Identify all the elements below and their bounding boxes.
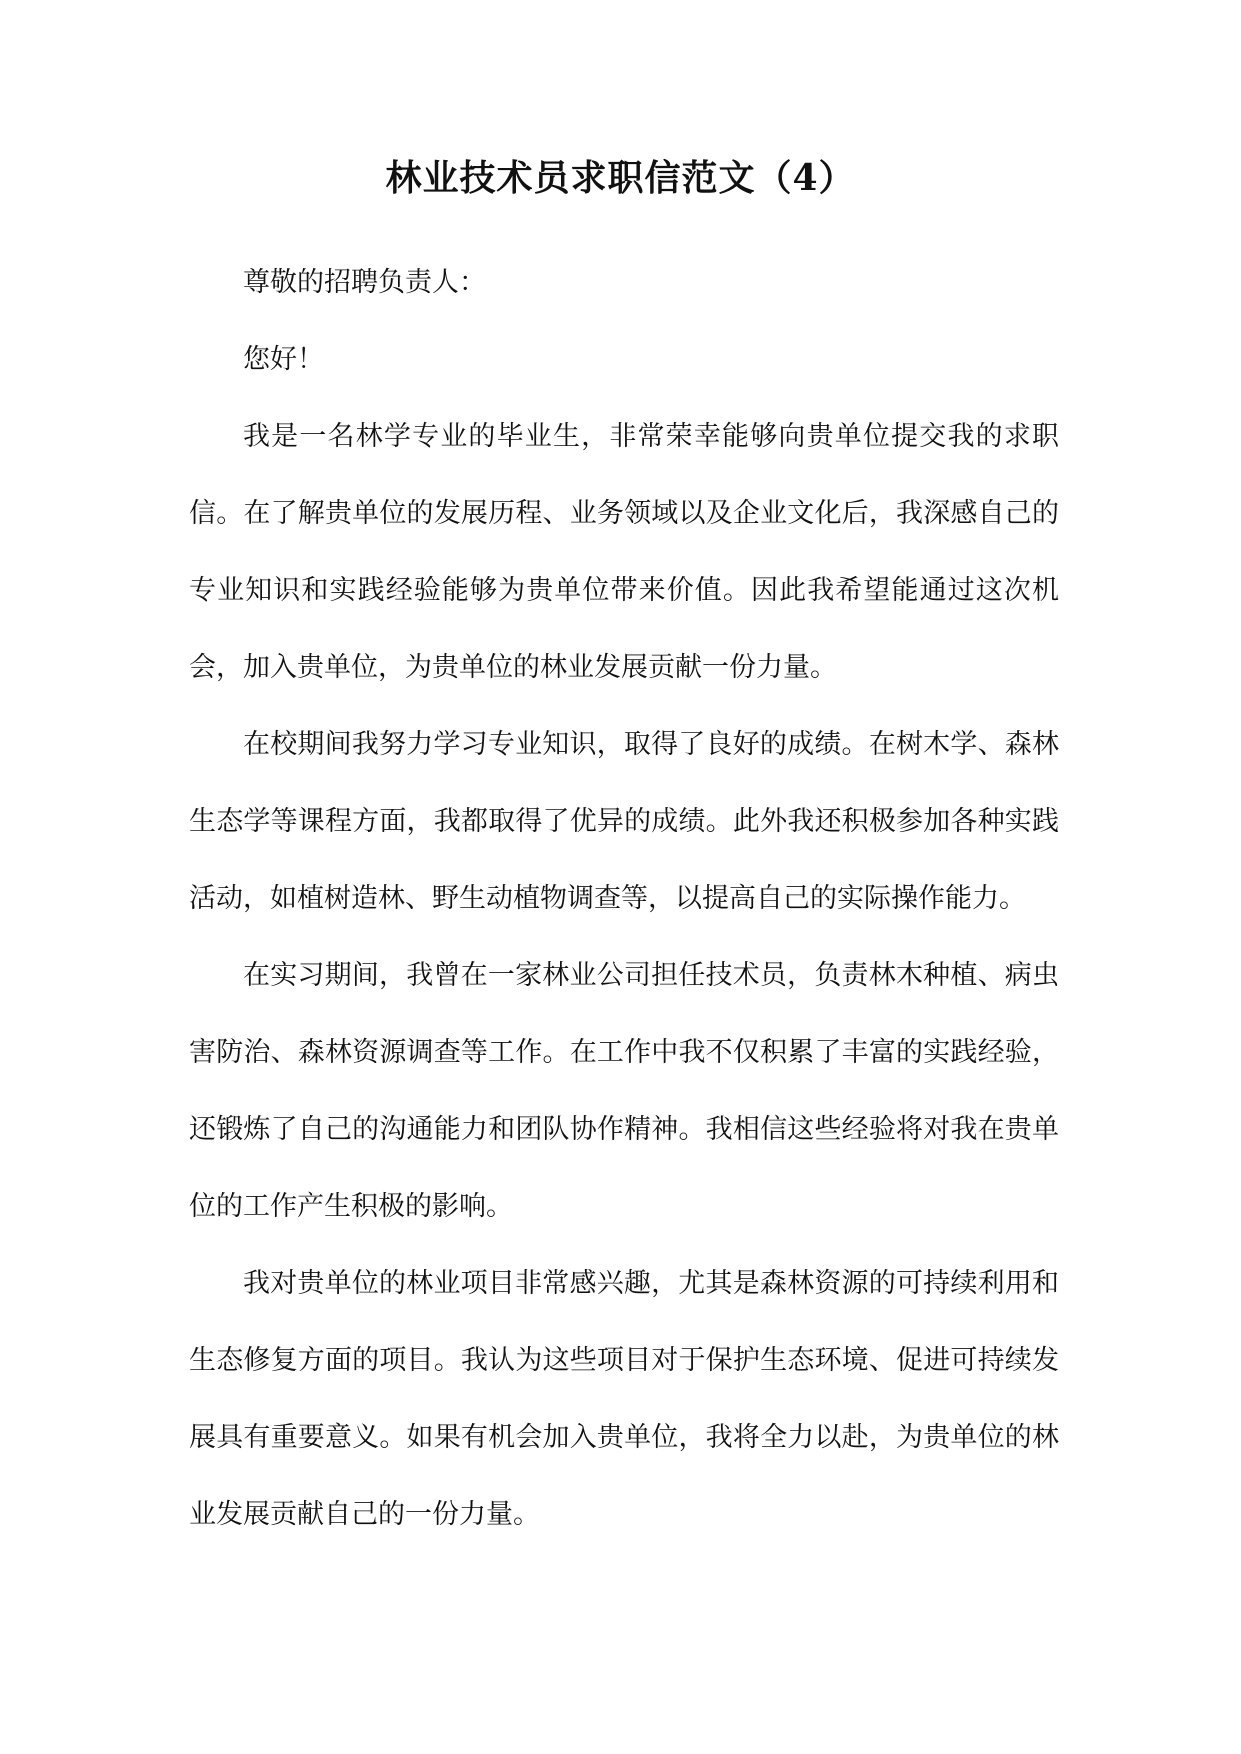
paragraph-3: 在实习期间，我曾在一家林业公司担任技术员，负责林木种植、病虫害防治、森林资源调查等工作。在工作中我不仅积累了丰富的实践经验，还锻炼了自己的沟通能力和团队协作精神。我相信这些经验将对我在贵单位的工作产生积极的影响。 — [189, 960, 1059, 1222]
paragraph-4: 我对贵单位的林业项目非常感兴趣，尤其是森林资源的可持续利用和生态修复方面的项目。我认为这些项目对于保护生态环境、促进可持续发展具有重要意义。如果有机会加入贵单位，我将全力以赴，为贵单位的林业发展贡献自己的一份力量。 — [189, 1268, 1059, 1530]
paragraph-1: 我是一名林学专业的毕业生，非常荣幸能够向贵单位提交我的求职信。在了解贵单位的发展历程、业务领域以及企业文化后，我深感自己的专业知识和实践经验能够为贵单位带来价值。因此我希望能通过这次机会，加入贵单位，为贵单位的林业发展贡献一份力量。 — [189, 421, 1059, 683]
document-title: 林业技术员求职信范文（4） — [385, 157, 856, 199]
greeting: 您好！ — [243, 344, 324, 375]
letter-body — [189, 244, 1059, 1553]
paragraph-2: 在校期间我努力学习专业知识，取得了良好的成绩。在树木学、森林生态学等课程方面，我都取得了优异的成绩。此外我还积极参加各种实践活动，如植树造林、野生动植物调查等，以提高自己的实际操作能力。 — [189, 729, 1059, 914]
salutation: 尊敬的招聘负责人： — [243, 267, 486, 298]
